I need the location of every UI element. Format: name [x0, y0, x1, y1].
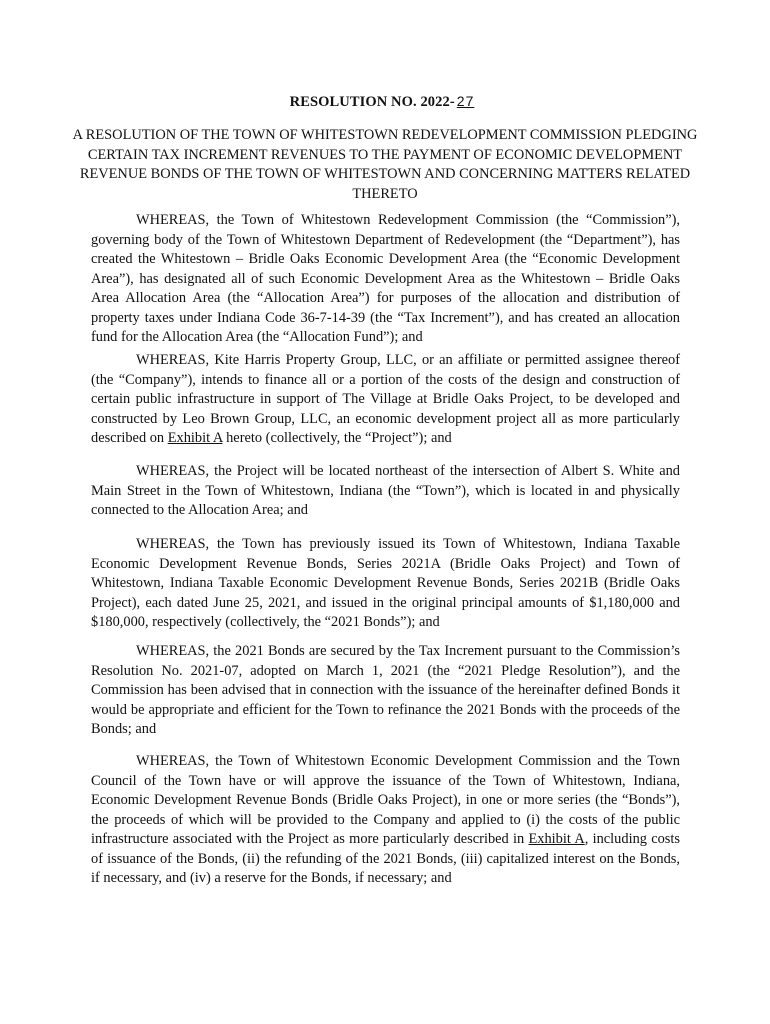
whereas-paragraph-2 — [91, 351, 680, 449]
paragraph-text: WHEREAS, the Town of Whitestown Economic Development Commission and the Town Council of the Town have or will approve the issuance of the Town of Whitestown, Indiana, Economic Development Revenue Bonds (Bridle Oaks Project), in one or more series (the “Bonds”), the proceeds of which will be provided to the Company and applied to (i) the costs of the public infrastructure associated with the Project as more particularly described in — [91, 753, 680, 847]
paragraph-text: hereto (collectively, the “Project”); and — [222, 430, 452, 446]
exhibit-a-reference: Exhibit A — [528, 831, 585, 847]
whereas-paragraph-5: WHEREAS, the 2021 Bonds are secured by the Tax Increment pursuant to the Commission’s Resolution No. 2021-07, adopted on March 1, 2021 (the “2021 Pledge Resolution”), and the Commission has been advised that in connection with the issuance of the hereinafter defined Bonds it would be appropriate and efficient for the Town to refinance the 2021 Bonds with the proceeds of the Bonds; and — [91, 643, 680, 737]
whereas-paragraph-1: WHEREAS, the Town of Whitestown Redevelopment Commission (the “Commission”), governing body of the Town of Whitestown Department of Redevelopment (the “Department”), has created the Whitestown – Bridle Oaks Economic Development Area (the “Economic Development Area”), has designated all of such Economic Development Area as the Whitestown – Bridle Oaks Area Allocation Area (the “Allocation Area”) for purposes of the allocation and distribution of property taxes under Indiana Code 36-7-14-39 (the “Tax Increment”), and has created an allocation fund for the Allocation Area (the “Allocation Fund”); and — [91, 212, 680, 345]
resolution-heading: A RESOLUTION OF THE TOWN OF WHITESTOWN REDEVELOPMENT COMMISSION PLEDGING CERTAIN TAX INCREMENT REVENUES TO THE PAYMENT OF ECONOMIC DEVELOPMENT REVENUE BONDS OF THE TOWN OF WHITESTOWN AND CONCERNING MATTERS RELATED THERETO — [72, 127, 698, 202]
whereas-paragraph-4: WHEREAS, the Town has previously issued its Town of Whitestown, Indiana Taxable Economic Development Revenue Bonds, Series 2021A (Bridle Oaks Project) and Town of Whitestown, Indiana Taxable Economic Development Revenue Bonds, Series 2021B (Bridle Oaks Project), each dated June 25, 2021, and issued in the original principal amounts of $1,180,000 and $180,000, respectively (collectively, the “2021 Bonds”); and — [91, 536, 680, 630]
resolution-title — [0, 93, 770, 111]
whereas-paragraph-3: WHEREAS, the Project will be located northeast of the intersection of Albert S. White and Main Street in the Town of Whitestown, Indiana (the “Town”), which is located in and physically connected to the Allocation Area; and — [91, 463, 680, 518]
resolution-title-prefix: RESOLUTION NO. 2022- — [289, 94, 455, 110]
whereas-paragraph-6 — [91, 752, 680, 889]
paragraph-text: WHEREAS, Kite Harris Property Group, LLC, or an affiliate or permitted assignee thereof (the “Company”), intends to finance all or a portion of the costs of the design and construction of certain public infrastructure in support of The Village at Bridle Oaks Project, to be developed and constructed by Leo Brown Group, LLC, an economic development project all as more particularly described on — [91, 352, 680, 446]
paragraph-text: , including costs of issuance of the Bonds, (ii) the refunding of the 2021 Bonds, (iii) capitalized interest on the Bonds, if necessary, and (iv) a reserve for the Bonds, if necessary; and — [91, 831, 681, 886]
exhibit-a-reference: Exhibit A — [167, 430, 223, 446]
resolution-number: 27 — [456, 93, 475, 109]
